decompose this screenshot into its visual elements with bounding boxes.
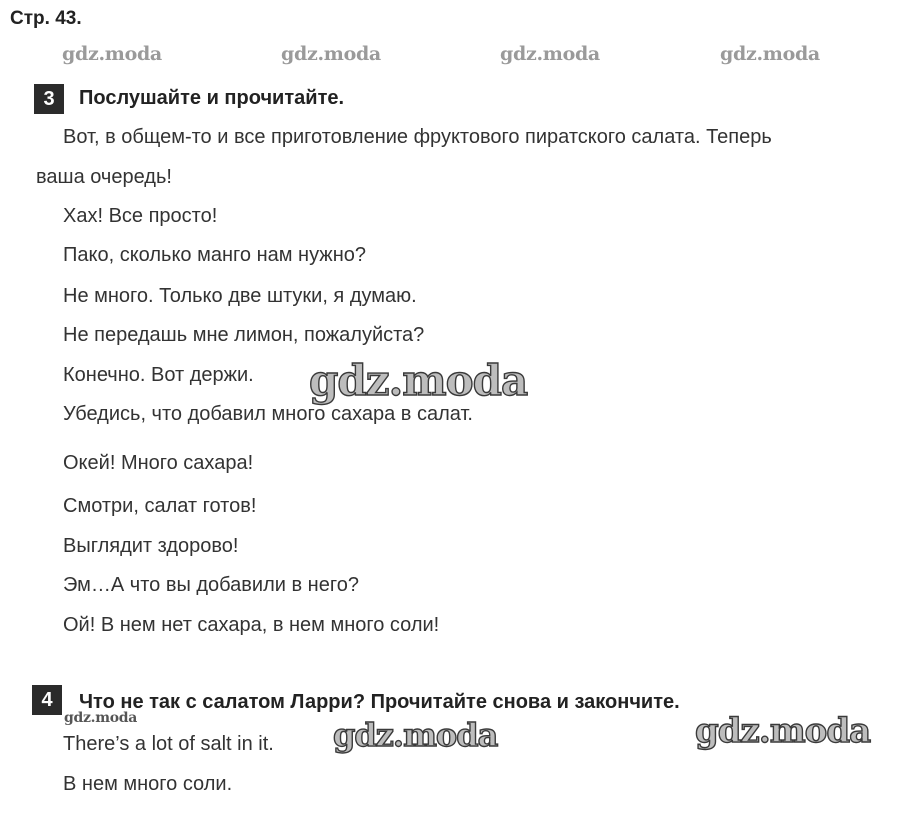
exercise-4-answer-russian: В нем много соли.	[63, 773, 233, 795]
watermark-exercise-4: gdz.moda	[64, 710, 138, 726]
exercise-4-number-badge: 4	[32, 685, 62, 715]
exercise-3-line-9: Окей! Много сахара!	[63, 452, 254, 474]
exercise-3-line-11: Выглядит здорово!	[63, 535, 239, 557]
watermark-top-4: gdz.moda	[720, 43, 820, 65]
exercise-3-line-1: Вот, в общем-то и все приготовление фруктового пиратского салата. Теперь	[63, 126, 772, 148]
exercise-3-line-12: Эм…А что вы добавили в него?	[63, 574, 359, 596]
watermark-answer-mid: gdz.moda	[333, 716, 498, 754]
watermark-center: gdz.moda	[309, 356, 528, 405]
watermark-top-2: gdz.moda	[281, 43, 381, 65]
exercise-3-line-2: ваша очередь!	[36, 166, 172, 188]
exercise-4-answer-english: There’s a lot of salt in it.	[63, 733, 274, 755]
exercise-3-line-10: Смотри, салат готов!	[63, 495, 257, 517]
exercise-3-line-3: Хах! Все просто!	[63, 205, 218, 227]
watermark-top-1: gdz.moda	[62, 43, 162, 65]
exercise-3-line-8: Убедись, что добавил много сахара в салат.	[63, 403, 473, 425]
watermark-top-3: gdz.moda	[500, 43, 600, 65]
exercise-3-line-4: Пако, сколько манго нам нужно?	[63, 244, 366, 266]
exercise-3-title: Послушайте и прочитайте.	[79, 87, 345, 109]
exercise-3-line-5: Не много. Только две штуки, я думаю.	[63, 285, 417, 307]
exercise-3-line-13: Ой! В нем нет сахара, в нем много соли!	[63, 614, 440, 636]
exercise-4-title: Что не так с салатом Ларри? Прочитайте снова и закончите.	[79, 691, 680, 713]
exercise-3-number-badge: 3	[34, 84, 64, 114]
exercise-3-line-7: Конечно. Вот держи.	[63, 364, 254, 386]
watermark-answer-right: gdz.moda	[695, 711, 871, 751]
page-number: Стр. 43.	[10, 8, 82, 29]
exercise-3-line-6: Не передашь мне лимон, пожалуйста?	[63, 324, 425, 346]
